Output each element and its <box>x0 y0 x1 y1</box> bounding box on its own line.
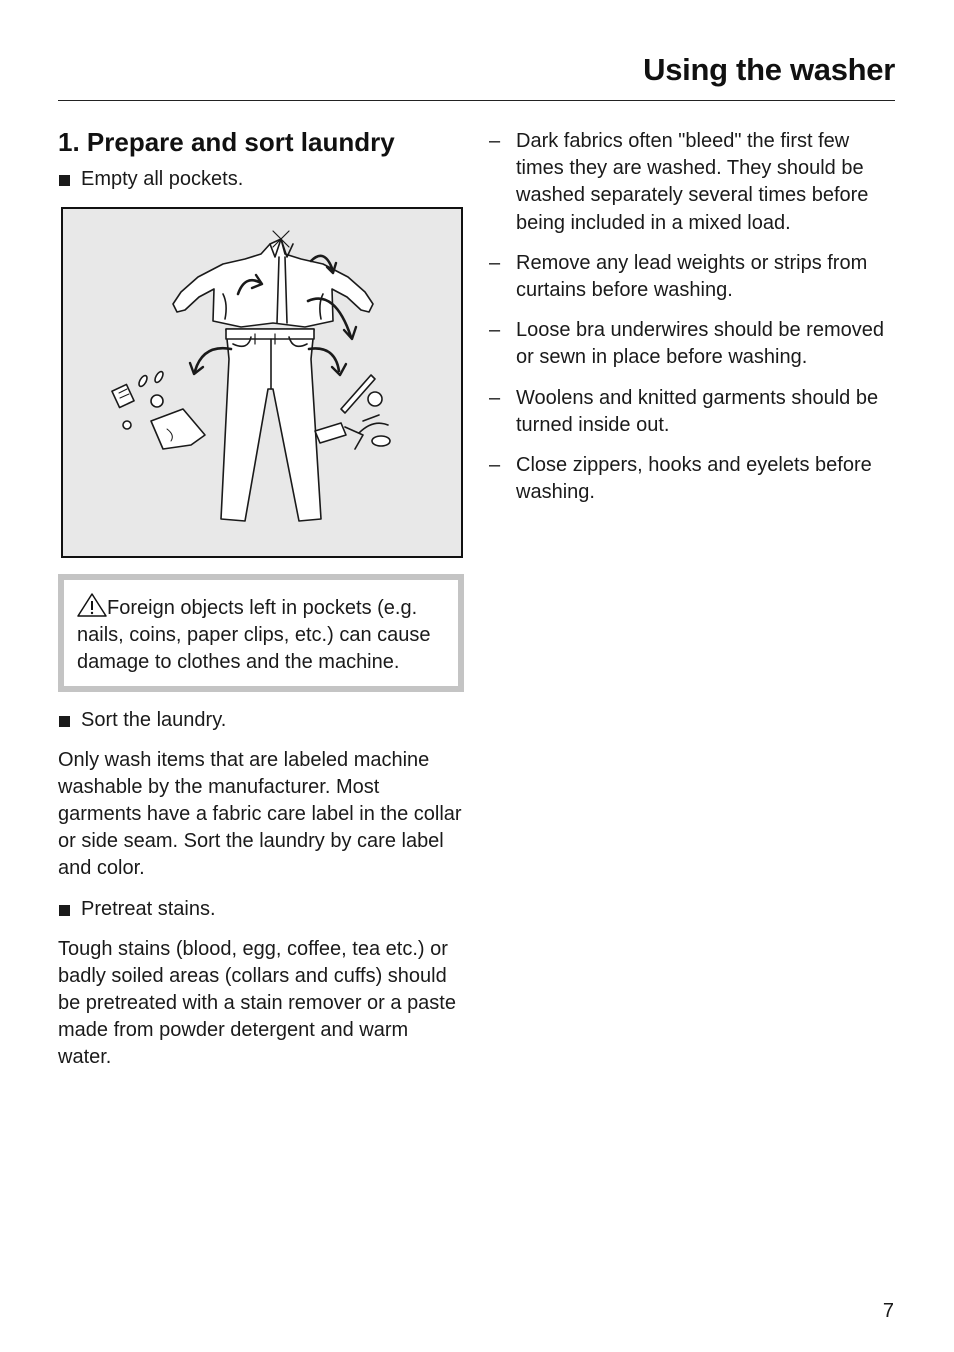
dash-bullet: – <box>489 319 501 342</box>
warning-triangle-icon <box>77 593 107 617</box>
header-divider <box>58 100 895 101</box>
pretreat-paragraph: Tough stains (blood, egg, coffee, tea etc.) or badly soiled areas (collars and cuffs) should be pretreated with a stain remover or a paste made from powder detergent and warm water. <box>58 937 456 1069</box>
dash-bullet: – <box>489 251 501 274</box>
empty-pockets-illustration <box>61 207 463 558</box>
square-bullet-icon <box>59 905 70 916</box>
tip-text: Woolens and knitted garments should be turned inside out. <box>516 386 879 436</box>
warning-text: Foreign objects left in pockets (e.g. nails, coins, paper clips, etc.) can cause damage to clothes and the machine. <box>77 597 431 674</box>
left-column <box>58 124 464 1072</box>
page-title: Using the washer <box>643 52 895 87</box>
warning-box <box>58 574 464 692</box>
page-number: 7 <box>882 1300 894 1322</box>
dash-bullet: – <box>489 130 501 152</box>
step-empty-pockets <box>58 166 464 193</box>
sort-paragraph: Only wash items that are labeled machine washable by the manufacturer. Most garments have a fabric care label in the collar or side seam. Sort the laundry by care label and color. <box>58 748 462 880</box>
tip-text: Close zippers, hooks and eyelets before washing. <box>516 454 872 504</box>
dash-bullet: – <box>489 454 501 477</box>
step-empty-pockets-label: Empty all pockets. <box>81 168 244 190</box>
tip-item <box>487 385 899 439</box>
step-pretreat-stains <box>58 896 464 923</box>
tip-text: Dark fabrics often "bleed" the first few times they are washed. They should be washed separately several times before being included in a mixed load. <box>516 130 869 234</box>
step-pretreat-stains-label: Pretreat stains. <box>81 897 216 920</box>
dash-bullet: – <box>489 386 501 409</box>
section-title: 1. Prepare and sort laundry <box>58 127 395 157</box>
step-sort-laundry <box>58 707 464 734</box>
tip-item <box>487 128 899 237</box>
tip-item <box>487 452 899 506</box>
tip-text: Remove any lead weights or strips from curtains before washing. <box>516 251 868 302</box>
tip-text: Loose bra underwires should be removed or sewn in place before washing. <box>516 319 884 369</box>
square-bullet-icon <box>59 716 70 727</box>
square-bullet-icon <box>59 175 70 186</box>
tip-item <box>487 317 899 371</box>
right-column <box>487 128 899 519</box>
tip-item <box>487 250 899 304</box>
step-sort-laundry-label: Sort the laundry. <box>81 708 227 731</box>
